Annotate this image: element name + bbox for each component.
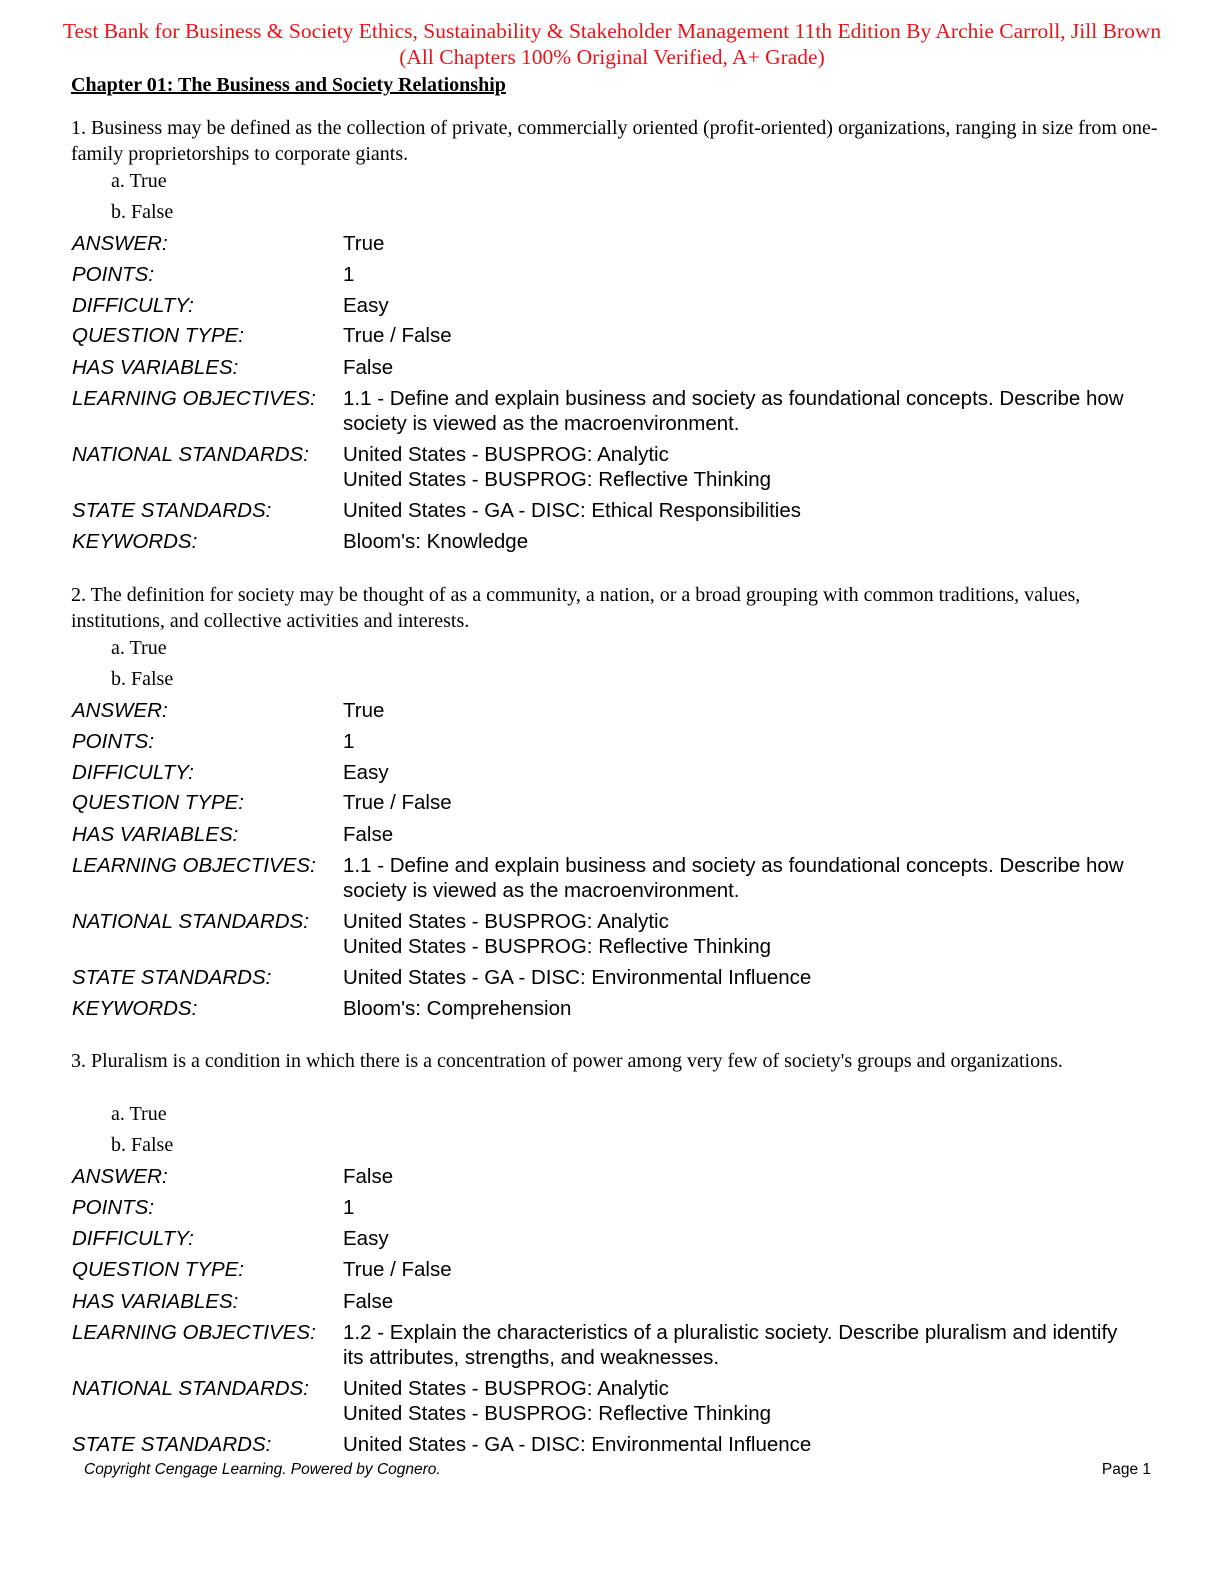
question-2-national-standard-2: United States - BUSPROG: Reflective Thinking [343,935,772,958]
has-variables-label: HAS VARIABLES: [72,356,239,379]
question-1-has-variables: False [343,356,394,379]
question-3-difficulty: Easy [343,1227,389,1250]
learning-objectives-label: LEARNING OBJECTIVES: [72,387,316,410]
state-standards-label: STATE STANDARDS: [72,1433,272,1456]
question-1-national-standard-1: United States - BUSPROG: Analytic [343,443,669,466]
answer-label: ANSWER: [72,699,168,722]
question-1-state-standards: United States - GA - DISC: Ethical Responsibilities [343,499,802,522]
question-2-keywords: Bloom's: Comprehension [343,997,572,1020]
question-2-option-a: a. True [111,637,167,659]
question-1-points: 1 [343,263,355,286]
question-type-label: QUESTION TYPE: [72,324,244,347]
question-3-points: 1 [343,1196,355,1219]
chapter-title: Chapter 01: The Business and Society Relationship [71,74,506,96]
question-2-learning-objectives: 1.1 - Define and explain business and society as foundational concepts. Describe how society is viewed as the macroenvironment. [343,854,1124,902]
question-3-option-b: b. False [111,1134,174,1156]
question-3-type: True / False [343,1258,452,1281]
question-2-national-standard-1: United States - BUSPROG: Analytic [343,910,669,933]
question-1-option-a: a. True [111,170,167,192]
question-3-answer: False [343,1165,394,1188]
footer-copyright: Copyright Cengage Learning. Powered by Cognero. [84,1461,441,1478]
learning-objectives-label: LEARNING OBJECTIVES: [72,1321,316,1344]
question-3-learning-objectives: 1.2 - Explain the characteristics of a pluralistic society. Describe pluralism and identify its attributes, strengths, and weaknesses. [343,1321,1118,1369]
question-1-keywords: Bloom's: Knowledge [343,530,529,553]
state-standards-label: STATE STANDARDS: [72,966,272,989]
keywords-label: KEYWORDS: [72,997,198,1020]
question-2-option-b: b. False [111,668,174,690]
watermark-banner [0,18,1224,70]
question-type-label: QUESTION TYPE: [72,791,244,814]
question-3-national-standard-1: United States - BUSPROG: Analytic [343,1377,669,1400]
page-number: Page 1 [1101,1461,1151,1478]
question-1-difficulty: Easy [343,294,389,317]
question-2-answer: True [343,699,385,722]
question-2-text: 2. The definition for society may be thought of as a community, a nation, or a broad grouping with common traditions, values, institutions, and collective activities and interests. [71,584,1081,632]
has-variables-label: HAS VARIABLES: [72,823,239,846]
question-1-text: 1. Business may be defined as the collection of private, commercially oriented (profit-oriented) organizations, ranging in size from one-family proprietorships to corporate giants. [71,117,1158,165]
points-label: POINTS: [72,730,155,753]
question-3-state-standards: United States - GA - DISC: Environmental Influence [343,1433,812,1456]
answer-label: ANSWER: [72,232,168,255]
question-1-learning-objectives: 1.1 - Define and explain business and society as foundational concepts. Describe how society is viewed as the macroenvironment. [343,387,1124,435]
question-type-label: QUESTION TYPE: [72,1258,244,1281]
points-label: POINTS: [72,263,155,286]
question-3-has-variables: False [343,1290,394,1313]
question-2-difficulty: Easy [343,761,389,784]
answer-label: ANSWER: [72,1165,168,1188]
question-2-state-standards: United States - GA - DISC: Environmental Influence [343,966,812,989]
learning-objectives-label: LEARNING OBJECTIVES: [72,854,316,877]
question-2-points: 1 [343,730,355,753]
question-1-option-b: b. False [111,201,174,223]
keywords-label: KEYWORDS: [72,530,198,553]
banner-line-1: Test Bank for Business & Society Ethics, Sustainability & Stakeholder Management 11th Edition By Archie Carroll, Jill Brown [62,19,1162,43]
question-3-national-standard-2: United States - BUSPROG: Reflective Thinking [343,1402,772,1425]
question-2-type: True / False [343,791,452,814]
banner-line-2: (All Chapters 100% Original Verified, A+ Grade) [399,45,825,69]
question-1-type: True / False [343,324,452,347]
difficulty-label: DIFFICULTY: [72,761,194,784]
national-standards-label: NATIONAL STANDARDS: [72,1377,309,1400]
question-1-national-standard-2: United States - BUSPROG: Reflective Thinking [343,468,772,491]
points-label: POINTS: [72,1196,155,1219]
difficulty-label: DIFFICULTY: [72,1227,194,1250]
national-standards-label: NATIONAL STANDARDS: [72,910,309,933]
has-variables-label: HAS VARIABLES: [72,1290,239,1313]
state-standards-label: STATE STANDARDS: [72,499,272,522]
question-3-option-a: a. True [111,1103,167,1125]
question-1-answer: True [343,232,385,255]
question-3-text: 3. Pluralism is a condition in which there is a concentration of power among very few of society's groups and organizations. [71,1050,1063,1072]
national-standards-label: NATIONAL STANDARDS: [72,443,309,466]
difficulty-label: DIFFICULTY: [72,294,194,317]
question-2-has-variables: False [343,823,394,846]
